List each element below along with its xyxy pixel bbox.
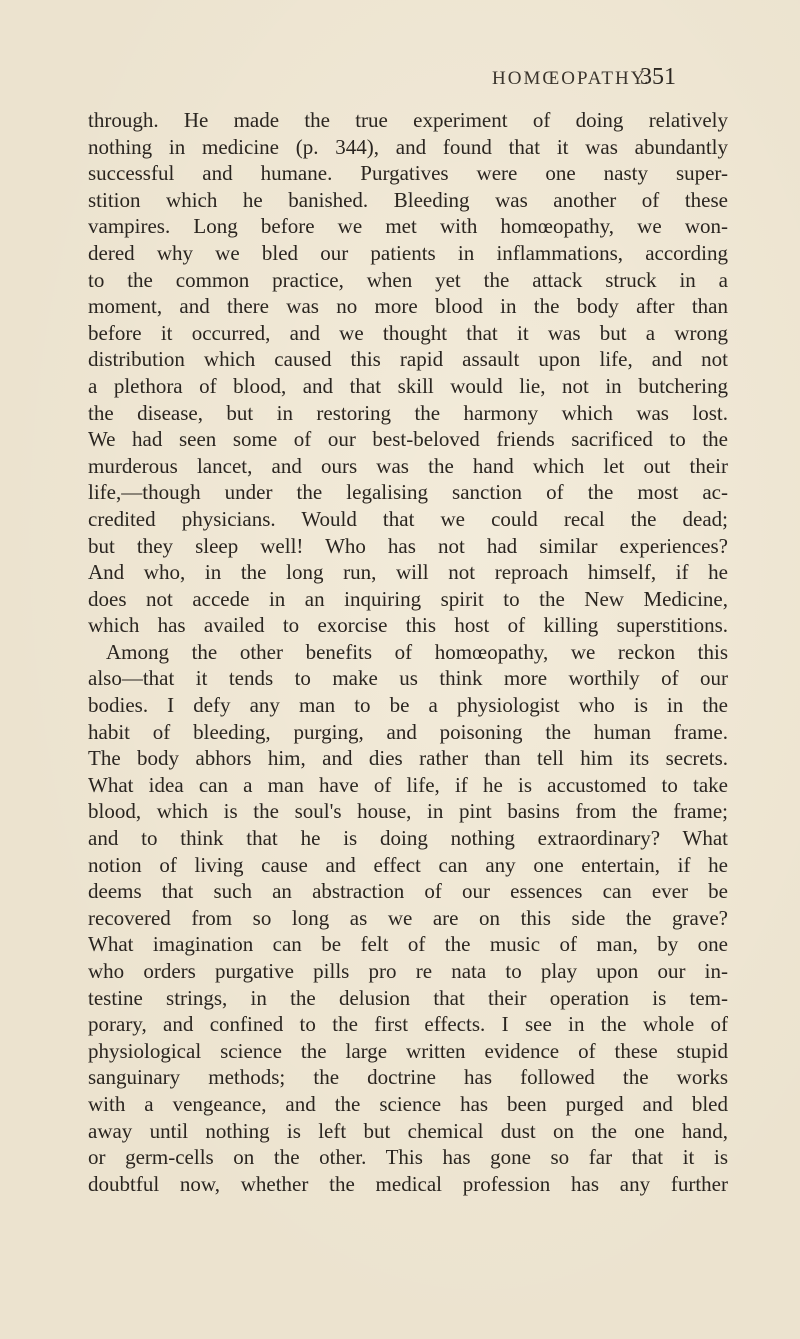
- text-line: dered why we bled our patients in inflammations, according: [88, 240, 728, 265]
- text-line: to the common practice, when yet the attack struck in a: [88, 267, 728, 292]
- text-line: who orders purgative pills pro re nata to play upon our in-: [88, 959, 728, 983]
- text-line: away until nothing is left but chemical dust on the one hand,: [88, 1118, 728, 1143]
- text-line: successful and humane. Purgatives were one nasty super-: [88, 161, 728, 186]
- text-line: blood, which is the soul's house, in pint basins from the frame;: [88, 799, 728, 824]
- text-line: but they sleep well! Who has not had similar experiences?: [88, 533, 728, 558]
- text-line: nothing in medicine (p. 344), and found that it was abundantly: [88, 134, 728, 159]
- text-line: also—that it tends to make us think more worthily of our: [88, 666, 728, 691]
- text-line: the disease, but in restoring the harmony which was lost.: [88, 400, 728, 425]
- text-line: What idea can a man have of life, if he is accustomed to take: [88, 772, 728, 797]
- text-line: deems that such an abstraction of our essences can ever be: [88, 879, 728, 904]
- text-line: doubtful now, whether the medical profession has any further: [88, 1171, 728, 1196]
- text-line: life,—though under the legalising sanction of the most ac-: [88, 480, 728, 505]
- text-line: a plethora of blood, and that skill would lie, not in butchering: [88, 373, 728, 398]
- text-line: does not accede in an inquiring spirit to the New Medicine,: [88, 586, 728, 611]
- text-line: We had seen some of our best-beloved friends sacrificed to the: [88, 427, 728, 452]
- text-line: through. He made the true experiment of doing relatively: [88, 108, 728, 132]
- text-line: which has availed to exorcise this host of killing superstitions.: [88, 613, 728, 638]
- text-line: The body abhors him, and dies rather than tell him its secrets.: [88, 746, 728, 771]
- text-line: testine strings, in the delusion that their operation is tem-: [88, 985, 728, 1010]
- body-text: [88, 107, 728, 1197]
- text-line: vampires. Long before we met with homœopathy, we won-: [88, 214, 728, 239]
- text-line: habit of bleeding, purging, and poisoning the human frame.: [88, 719, 728, 744]
- text-line: moment, and there was no more blood in the body after than: [88, 294, 728, 319]
- text-line: sanguinary methods; the doctrine has followed the works: [88, 1065, 728, 1090]
- text-line: with a vengeance, and the science has been purged and bled: [88, 1091, 728, 1116]
- text-line: physiological science the large written evidence of these stupid: [88, 1038, 728, 1063]
- text-line: porary, and confined to the first effects. I see in the whole of: [88, 1012, 728, 1037]
- text-line: And who, in the long run, will not reproach himself, if he: [88, 560, 728, 585]
- text-line: before it occurred, and we thought that it was but a wrong: [88, 320, 728, 345]
- text-line: credited physicians. Would that we could recal the dead;: [88, 506, 728, 531]
- text-line: murderous lancet, and ours was the hand which let out their: [88, 453, 728, 478]
- text-line: stition which he banished. Bleeding was another of these: [88, 187, 728, 212]
- page-number: 351: [640, 64, 676, 90]
- text-line: recovered from so long as we are on this side the grave?: [88, 905, 728, 930]
- running-title: HOMŒOPATHY.: [492, 68, 651, 89]
- text-line: and to think that he is doing nothing extraordinary? What: [88, 826, 728, 851]
- text-line: or germ-cells on the other. This has gone so far that it is: [88, 1145, 728, 1170]
- text-line: What imagination can be felt of the music of man, by one: [88, 932, 728, 957]
- text-line-paragraph-start: Among the other benefits of homœopathy, we reckon this: [106, 639, 728, 664]
- text-line: distribution which caused this rapid assault upon life, and not: [88, 347, 728, 372]
- text-line: notion of living cause and effect can any one entertain, if he: [88, 852, 728, 877]
- text-line: bodies. I defy any man to be a physiologist who is in the: [88, 693, 728, 718]
